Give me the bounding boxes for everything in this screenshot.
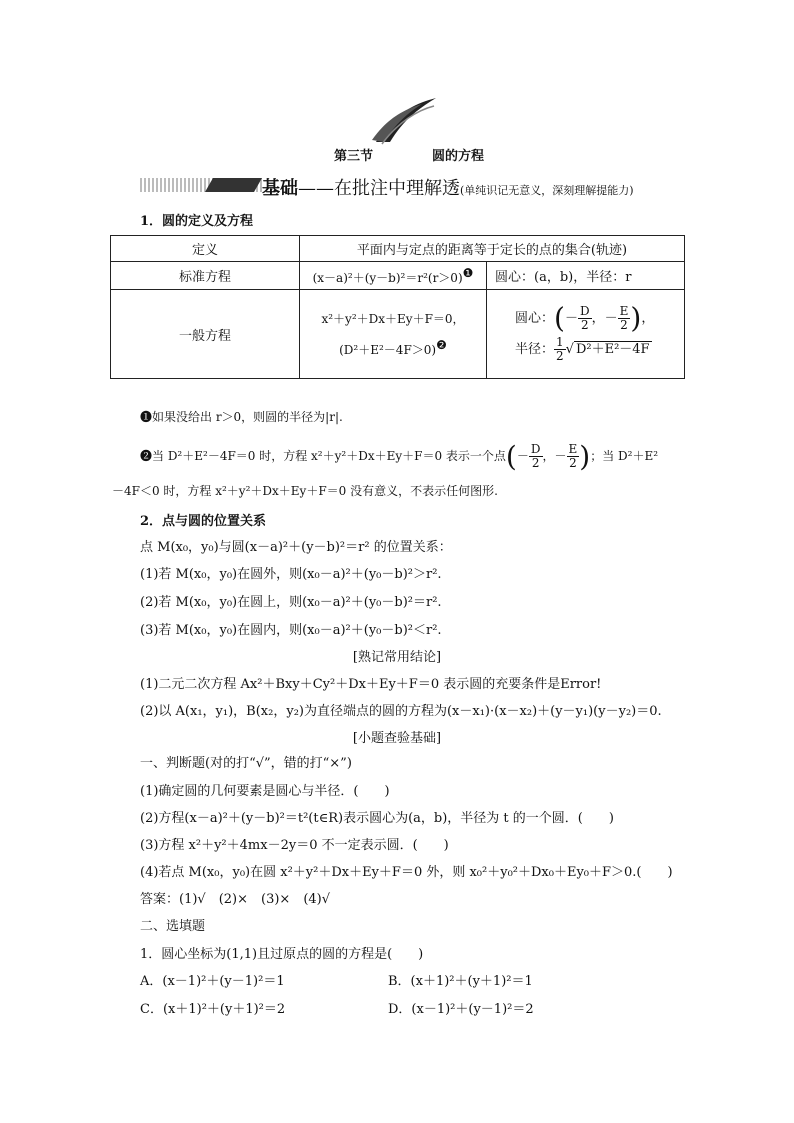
banner-dash: —— <box>298 178 334 199</box>
conclusion-2: (2)以 A(x₁，y₁)，B(x₂，y₂)为直径端点的圆的方程为(x－x₁)·(x－x₂)＋(y－y₁)(y－y₂)＝0. <box>140 704 662 719</box>
banner-sub: 在批注中理解透 <box>334 178 460 199</box>
general-center: 圆心：(－ $\frac{D}{2}$ ，－ $\frac{E}{2}$ )， <box>515 301 655 335</box>
part2-intro: 点 M(x₀，y₀)与圆(x－a)²＋(y－b)²＝r² 的位置关系： <box>140 540 452 555</box>
banner-heading <box>262 174 634 200</box>
conclusion-1: (1)二元二次方程 Ax²＋Bxy＋Cy²＋Dx＋Ey＋F＝0 表示圆的充要条件是Error! <box>140 677 602 692</box>
quiz-heading: [小题查验基础] <box>352 731 442 746</box>
tf-item-4: (4)若点 M(x₀，y₀)在圆 x²＋y²＋Dx＋Ey＋F＝0 外，则 x₀²＋y₀²＋Dx₀＋Ey₀＋F＞0.( ) <box>140 865 673 880</box>
option-d: D．(x－1)²＋(y－1)²＝2 <box>388 1002 534 1017</box>
radius-sqrt: D²＋E²－4F <box>575 342 650 357</box>
tf-item-3: (3)方程 x²＋y²＋4mx－2y＝0 不一定表示圆．( ) <box>140 838 449 853</box>
part1-heading: 1．圆的定义及方程 <box>140 214 254 229</box>
row-label-general: 一般方程 <box>111 290 300 379</box>
center-x-num: D <box>579 304 590 318</box>
section-title: 圆的方程 <box>432 149 485 164</box>
row-label-standard: 标准方程 <box>111 262 300 290</box>
banner-main: 基础 <box>262 178 298 199</box>
tf-item-1: (1)确定圆的几何要素是圆心与半径．( ) <box>140 784 390 799</box>
footnote-2: ❷当 D²＋E²－4F＝0 时，方程 x²＋y²＋Dx＋Ey＋F＝0 表示一个点(－ $\frac{D}{2}$ ，－ $\frac{E}{2}$ )；当 D²＋E² <box>140 440 659 473</box>
general-equation <box>300 290 487 379</box>
position-inside: (3)若 M(x₀，y₀)在圆内，则(x₀－a)²＋(y₀－b)²＜r². <box>140 623 442 638</box>
question-1: 1．圆心坐标为(1,1)且过原点的圆的方程是( ) <box>140 947 424 962</box>
center-label: 圆心： <box>515 311 555 326</box>
option-b: B．(x＋1)²＋(y＋1)²＝1 <box>388 974 533 989</box>
general-eq-line1: x²＋y²＋Dx＋Ey＋F＝0， <box>321 311 465 326</box>
standard-center-radius: 圆心：(a，b)，半径：r <box>487 262 685 290</box>
center-x-den: 2 <box>580 318 589 332</box>
radius-label: 半径： <box>515 342 555 357</box>
true-false-heading: 一、判断题(对的打“√”，错的打“×”) <box>140 756 352 771</box>
position-on: (2)若 M(x₀，y₀)在圆上，则(x₀－a)²＋(y₀－b)²＝r². <box>140 595 442 610</box>
conclusions-heading: [熟记常用结论] <box>352 650 442 665</box>
part2-heading: 2．点与圆的位置关系 <box>140 514 267 529</box>
center-y-num: E <box>619 304 629 318</box>
point-y-den: 2 <box>569 456 577 470</box>
footnote-1: ❶如果没给出 r＞0，则圆的半径为|r|. <box>140 410 343 424</box>
swoosh-logo-icon <box>372 96 438 146</box>
footnote-mark-1: ❶ <box>462 265 474 280</box>
tf-item-2: (2)方程(x－a)²＋(y－b)²＝t²(t∈R)表示圆心为(a，b)，半径为 t 的一个圆．( ) <box>140 811 614 826</box>
footnote-2c: －4F＜0 时，方程 x²＋y²＋Dx＋Ey＋F＝0 没有意义，不表示任何图形. <box>112 484 498 498</box>
footnote-mark-2: ❷ <box>436 337 447 352</box>
option-a: A．(x－1)²＋(y－1)²＝1 <box>140 974 285 989</box>
standard-eq-text: (x－a)²＋(y－b)²＝r²(r＞0) <box>312 270 463 285</box>
banner-block <box>205 178 262 192</box>
general-eq-line2: (D²＋E²－4F＞0) <box>339 342 437 357</box>
tf-answer: 答案：(1)√ (2)× (3)× (4)√ <box>140 892 331 907</box>
row-label-definition: 定义 <box>111 236 300 262</box>
center-y-den: 2 <box>620 318 628 332</box>
footnote-2a: ❷当 D²＋E²－4F＝0 时，方程 x²＋y²＋Dx＋Ey＋F＝0 表示一个点 <box>140 449 506 463</box>
standard-equation <box>300 262 487 290</box>
option-c: C．(x＋1)²＋(y＋1)²＝2 <box>140 1002 286 1017</box>
position-outside: (1)若 M(x₀，y₀)在圆外，则(x₀－a)²＋(y₀－b)²＞r². <box>140 567 442 582</box>
row-definition-content: 平面内与定点的距离等于定长的点的集合(轨迹) <box>300 236 685 262</box>
definition-table <box>110 235 685 379</box>
footnote-2b: ；当 D²＋E² <box>590 449 659 463</box>
general-radius: 半径： $\frac{1}{2}$ √ D²＋E²－4F <box>515 335 650 363</box>
general-eq-condition <box>304 332 482 363</box>
general-center-radius <box>487 290 685 379</box>
point-x-num: D <box>530 442 541 456</box>
point-y-num: E <box>568 442 578 456</box>
banner-note: (单纯识记无意义，深刻理解提能力) <box>460 184 634 197</box>
radius-den: 2 <box>556 349 564 363</box>
point-x-den: 2 <box>531 456 540 470</box>
radius-num: 1 <box>556 335 564 349</box>
choice-heading: 二、选填题 <box>140 919 206 934</box>
section-number: 第三节 <box>334 149 374 164</box>
